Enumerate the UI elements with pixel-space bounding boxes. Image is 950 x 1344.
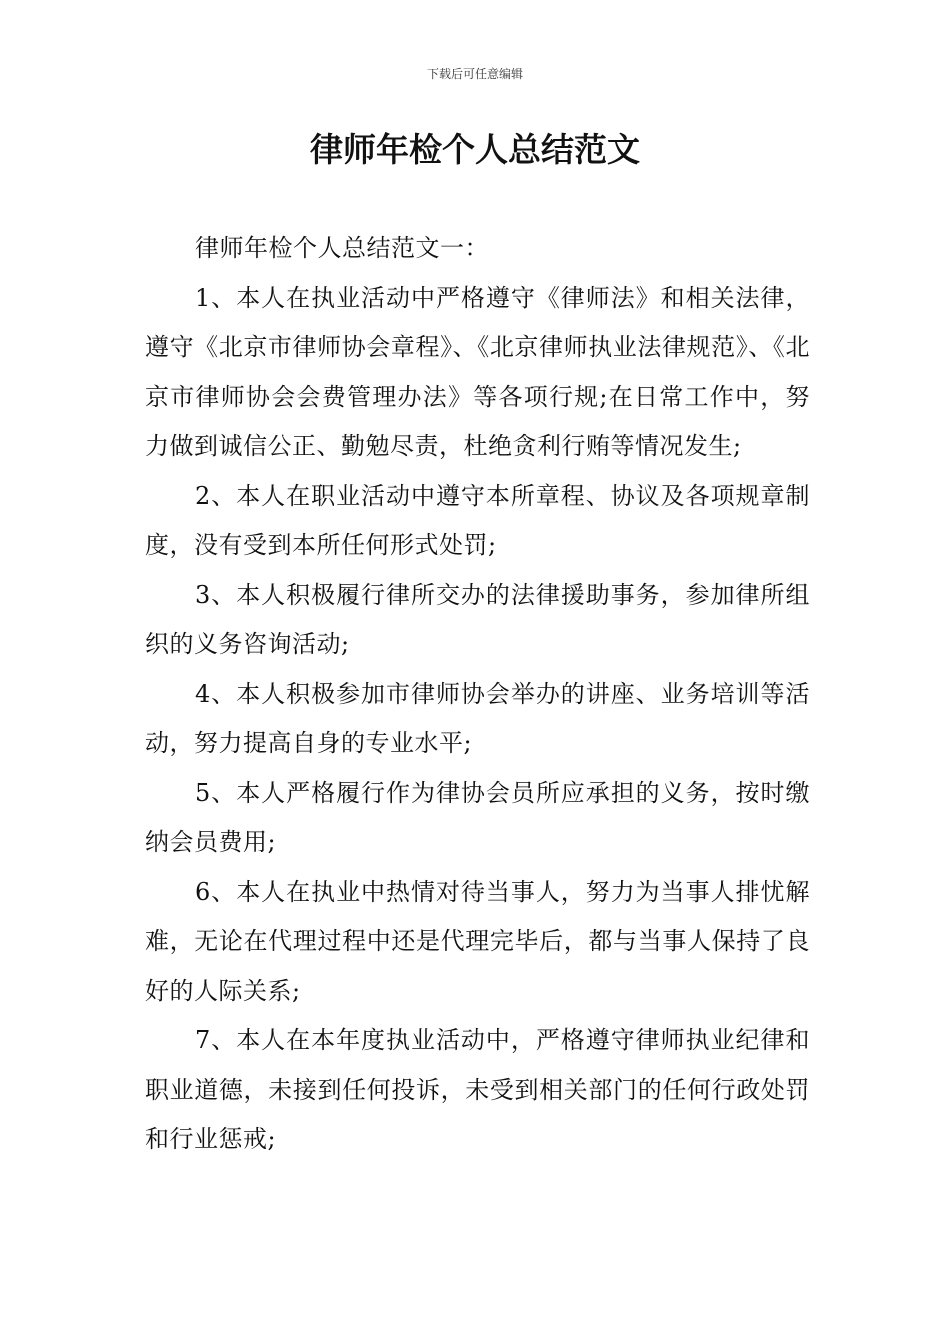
header-note: 下载后可任意编辑 — [426, 67, 523, 81]
paragraph-item-1: 1、本人在执业活动中严格遵守《律师法》和相关法律，遵守《北京市律师协会章程》、《北京律师执业法律规范》、《北京市律师协会会费管理办法》等各项行规;在日常工作中，努力做到诚信公正、勤勉尽责，杜绝贪利行贿等情况发生; — [145, 283, 810, 460]
paragraph-item-5: 5、本人严格履行作为律协会员所应承担的义务，按时缴纳会员费用; — [145, 778, 810, 856]
paragraph-item-3: 3、本人积极履行律所交办的法律援助事务，参加律所组织的义务咨询活动; — [145, 580, 810, 658]
paragraph-item-7: 7、本人在本年度执业活动中，严格遵守律师执业纪律和职业道德，未接到任何投诉，未受到相关部门的任何行政处罚和行业惩戒; — [145, 1026, 810, 1153]
document-title: 律师年检个人总结范文 — [310, 130, 640, 169]
paragraph-intro: 律师年检个人总结范文一： — [195, 234, 489, 262]
paragraph-item-2: 2、本人在职业活动中遵守本所章程、协议及各项规章制度，没有受到本所任何形式处罚; — [145, 481, 810, 559]
document-body — [145, 224, 810, 1165]
paragraph-item-6: 6、本人在执业中热情对待当事人，努力为当事人排忧解难，无论在代理过程中还是代理完毕后，都与当事人保持了良好的人际关系; — [145, 877, 810, 1005]
paragraph-item-4: 4、本人积极参加市律师协会举办的讲座、业务培训等活动，努力提高自身的专业水平; — [145, 679, 810, 757]
